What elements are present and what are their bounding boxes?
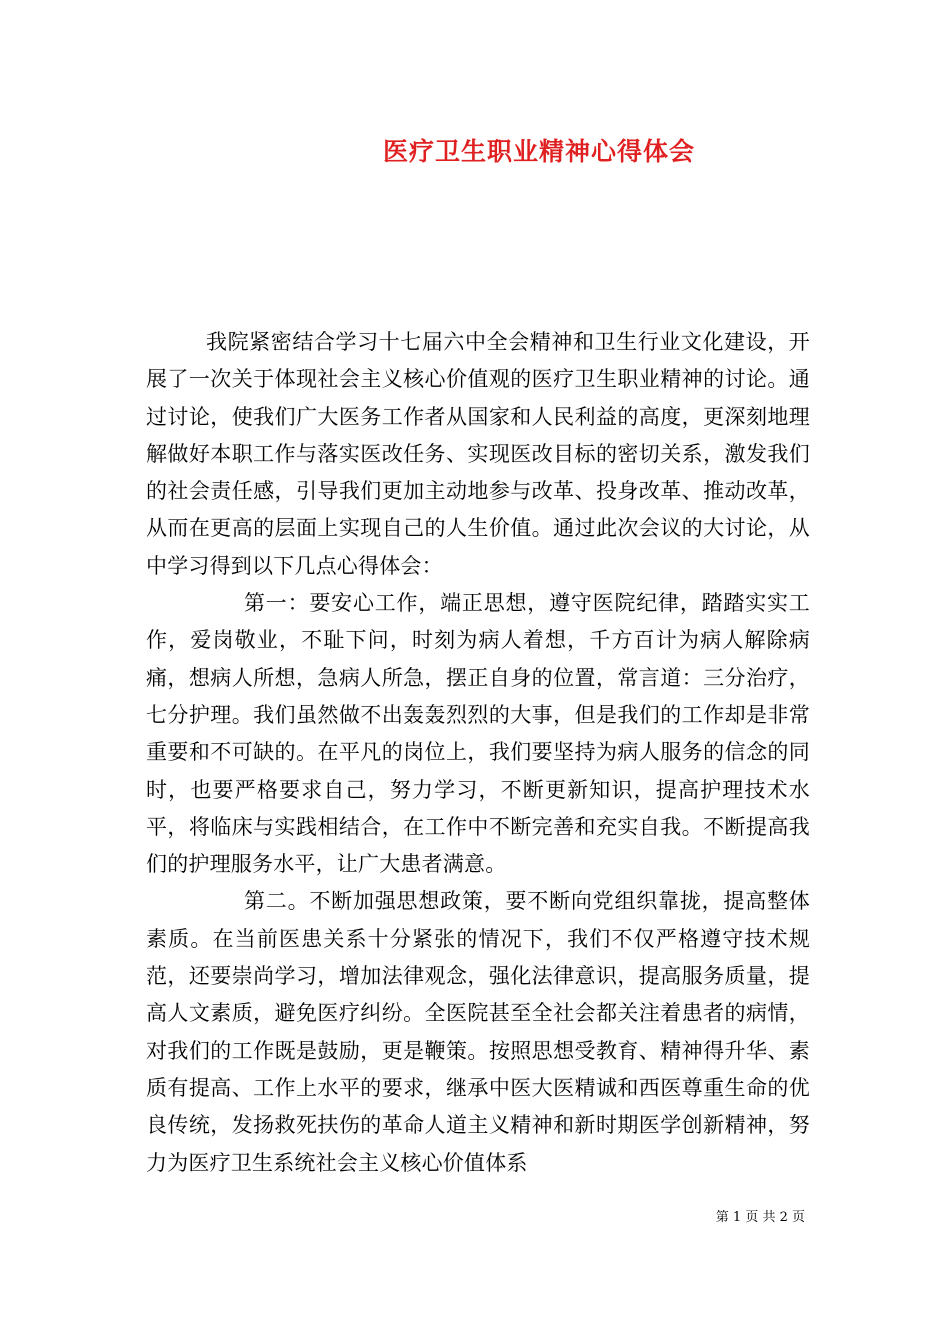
document-title: 医疗卫生职业精神心得体会 [382, 137, 695, 166]
paragraph-point-one: 第一：要安心工作，端正思想，遵守医院纪律，踏踏实实工作，爱岗敬业，不耻下问，时刻为病人着想，千方百计为病人解除病痛，想病人所想，急病人所急，摆正自身的位置，常言道：三分治疗，七分护理。我们虽然做不出轰轰烈烈的大事，但是我们的工作却是非常重要和不可缺的。在平凡的岗位上，我们要坚持为病人服务的信念的同时，也要严格要求自己，努力学习，不断更新知识，提高护理技术水平，将临床与实践相结合，在工作中不断完善和充实自我。不断提高我们的护理服务水平，让广大患者满意。 [146, 591, 810, 877]
page-number-footer: 第 1 页 共 2 页 [715, 1210, 805, 1225]
document-body [146, 324, 810, 1182]
paragraph-intro: 我院紧密结合学习十七届六中全会精神和卫生行业文化建设，开展了一次关于体现社会主义核心价值观的医疗卫生职业精神的讨论。通过讨论，使我们广大医务工作者从国家和人民利益的高度，更深刻地理解做好本职工作与落实医改任务、实现医改目标的密切关系，激发我们的社会责任感，引导我们更加主动地参与改革、投身改革、推动改革，从而在更高的层面上实现自己的人生价值。通过此次会议的大讨论，从中学习得到以下几点心得体会： [146, 330, 810, 578]
paragraph-point-two: 第二。不断加强思想政策，要不断向党组织靠拢，提高整体素质。在当前医患关系十分紧张的情况下，我们不仅严格遵守技术规范，还要崇尚学习，增加法律观念，强化法律意识，提高服务质量，提高人文素质，避免医疗纠纷。全医院甚至全社会都关注着患者的病情，对我们的工作既是鼓励，更是鞭策。按照思想受教育、精神得升华、素质有提高、工作上水平的要求，继承中医大医精诚和西医尊重生命的优良传统，发扬救死扶伤的革命人道主义精神和新时期医学创新精神，努力为医疗卫生系统社会主义核心价值体系 [146, 889, 810, 1175]
